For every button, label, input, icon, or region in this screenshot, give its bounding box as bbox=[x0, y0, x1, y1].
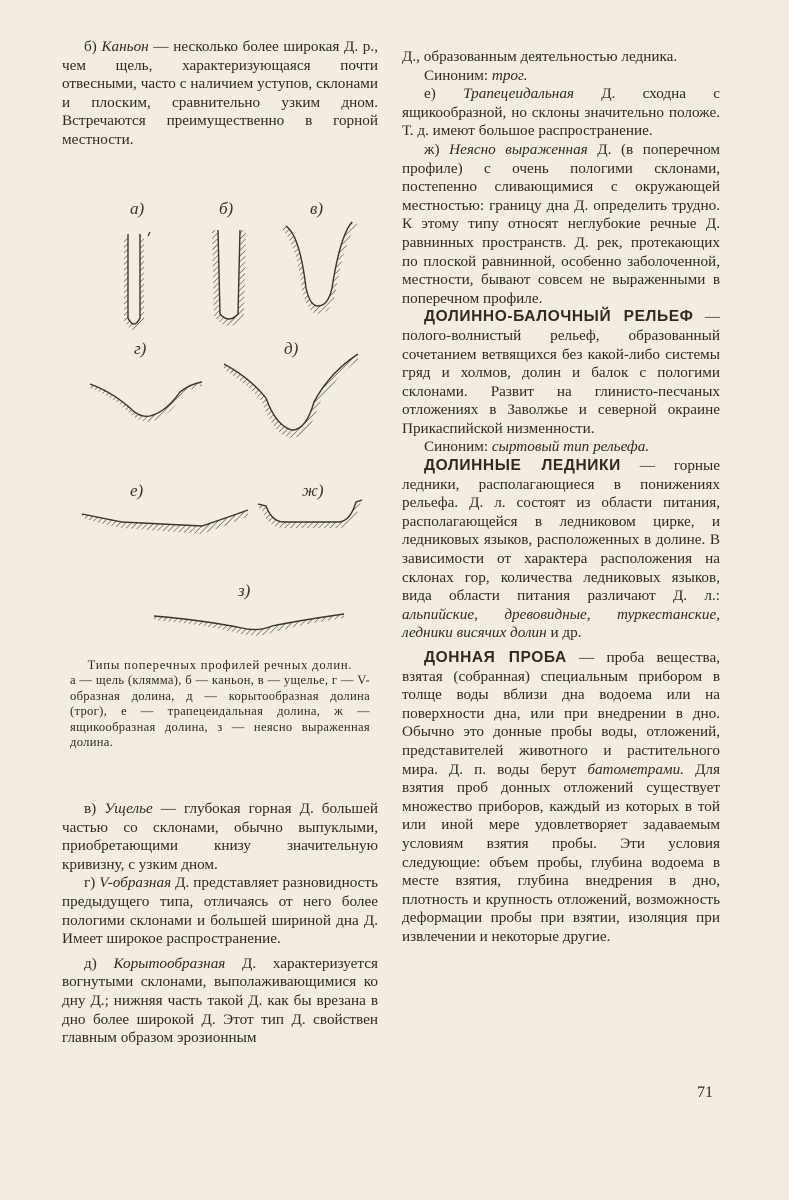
paragraph-gorge: в) Ущелье — глубокая горная Д. большей частью со склонами, обычно выпуклыми, приобретающими книзу значительную кривизну, с узким дном. bbox=[62, 800, 378, 873]
figure-label-v: в) bbox=[310, 199, 324, 218]
paragraph-synonym-trough: Синоним: трог. bbox=[424, 66, 528, 84]
figure-label-g: г) bbox=[134, 339, 147, 358]
figure-label-zh: ж) bbox=[302, 481, 324, 500]
left-column-bottom bbox=[62, 800, 378, 1048]
paragraph-synonym-syrt: Синоним: сыртовый тип рельефа. bbox=[424, 438, 650, 456]
term-v-shaped: V-образная bbox=[99, 874, 172, 892]
profile-box-shaped bbox=[258, 500, 362, 528]
term-indistinct: Неясно выраженная bbox=[449, 140, 588, 158]
paragraph-continuation: Д., образованным деятельностью ледника. bbox=[402, 48, 678, 65]
valley-profiles-figure bbox=[62, 196, 378, 648]
profile-canyon bbox=[212, 230, 246, 326]
caption-title: Типы поперечных профилей речных долин. bbox=[87, 658, 353, 672]
profile-cleft bbox=[124, 232, 150, 330]
heading-valley-glaciers: ДОЛИННЫЕ ЛЕДНИКИ bbox=[424, 457, 621, 475]
paragraph-v-shaped: г) V-образная Д. представляет разновидность предыдущего типа, отличаясь от него более пологими склонами и большей шириной дна Д. Имеет широкое распространение. bbox=[62, 874, 378, 948]
figure-label-a: а) bbox=[130, 199, 145, 218]
paragraph-trapezoidal: е) Трапецеидальная Д. сходна с ящикообразной, но склоны значительно положе. Т. д. имеют большое распространение. bbox=[402, 85, 720, 140]
figure-label-z: з) bbox=[238, 581, 251, 600]
left-column-top bbox=[62, 38, 378, 150]
heading-bottom-sample: ДОННАЯ ПРОБА bbox=[424, 649, 567, 666]
entry-valley-glaciers: ДОЛИННЫЕ ЛЕДНИКИ — горные ледники, располагающиеся в понижениях рельефа. Д. л. состоят из области питания, располагающейся в ледниковом цирке, и ледниковых языков, расположенных в долине. В зависимости от характера расположения на склонах гор, количества ледниковых языков, вида области питания различают Д. л.: альпийские, древовидные, туркестанские, ледники висячих долин и др. bbox=[402, 457, 720, 642]
entry-valley-gully-relief: ДОЛИННО-БАЛОЧНЫЙ РЕЛЬЕФ — полого-волнистый рельеф, образованный сочетанием ветвящихся без какой-либо системы гряд и холмов, долин и балок с пологими склонами. Развит на глинисто-песчаных отложениях в Заволжье и северной окраине Прикаспийской низменности. bbox=[402, 308, 721, 437]
caption-body: а — щель (клямма), б — каньон, в — ущелье, г — V-образная долина, д — корытообразная долина (трог), е — трапецеидальная долина, ж — ящикообразная долина, з — неясно выраженная долина. bbox=[70, 673, 370, 750]
term-gorge: Ущелье bbox=[104, 800, 153, 817]
paragraph-indistinct: ж) Неясно выраженная Д. (в поперечном профиле) с очень пологими склонами, постепенно сливающимися с окружающей местностью: границу дна Д. определить трудно. К этому типу относят неглубокие речные Д. равнинных пространств. Д. рек, протекающих по плоской равнинной, особенно заболоченной, местности, бывают совсем не выраженными в поперечном профиле. bbox=[402, 140, 720, 307]
figure-label-b: б) bbox=[219, 199, 234, 218]
paragraph-canyon: б) Каньон — несколько более широкая Д. р., чем щель, характеризующаяся почти отвесными, часто с наличием уступов, склонами и плоским, сравнительно узким дном. Встречаются преимущественно в горной местности. bbox=[62, 38, 378, 148]
profile-trough bbox=[224, 354, 358, 438]
profile-v-shaped bbox=[90, 382, 202, 422]
right-column bbox=[402, 48, 720, 947]
term-trough: Корытообразная bbox=[113, 954, 226, 972]
term-trapezoidal: Трапецеидальная bbox=[463, 85, 574, 103]
term-canyon: Каньон bbox=[101, 38, 149, 55]
figure-label-d: д) bbox=[284, 339, 299, 358]
heading-valley-gully-relief: ДОЛИННО-БАЛОЧНЫЙ РЕЛЬЕФ bbox=[424, 308, 694, 326]
figure-caption bbox=[70, 658, 370, 750]
profile-trapezoidal bbox=[82, 510, 248, 534]
page-number: 71 bbox=[697, 1084, 713, 1101]
profile-gorge bbox=[280, 222, 358, 314]
entry-bottom-sample: ДОННАЯ ПРОБА — проба вещества, взятая (собранная) специальным прибором в толще воды вблизи дна водоема или на поверхности дна, или при внедрении в дно. Обычно это донные пробы воды, отложений, представителей животного и растительного мира. Д. п. воды берут батометрами. Для взятия проб донных отложений существует множество приборов, каждый из которых в той или иной мере удовлетворяет задаваемым условиям взятия пробы. Эти условия следующие: объем пробы, глубина водоема в месте взятия, глубина внедрения в дно, плотность и крупность отложений, возможность деформации пробы при взятии, изоляция при извлечении и некоторые другие. bbox=[402, 649, 720, 945]
paragraph-trough: д) Корытообразная Д. характеризуется вогнутыми склонами, выполаживающимися ко дну Д.; нижняя часть такой Д. как бы врезана в дно более широкой Д. Этот тип Д. свойствен главным образом эрозионным bbox=[62, 954, 378, 1047]
figure-label-e: е) bbox=[130, 481, 144, 500]
profile-indistinct bbox=[154, 614, 344, 636]
